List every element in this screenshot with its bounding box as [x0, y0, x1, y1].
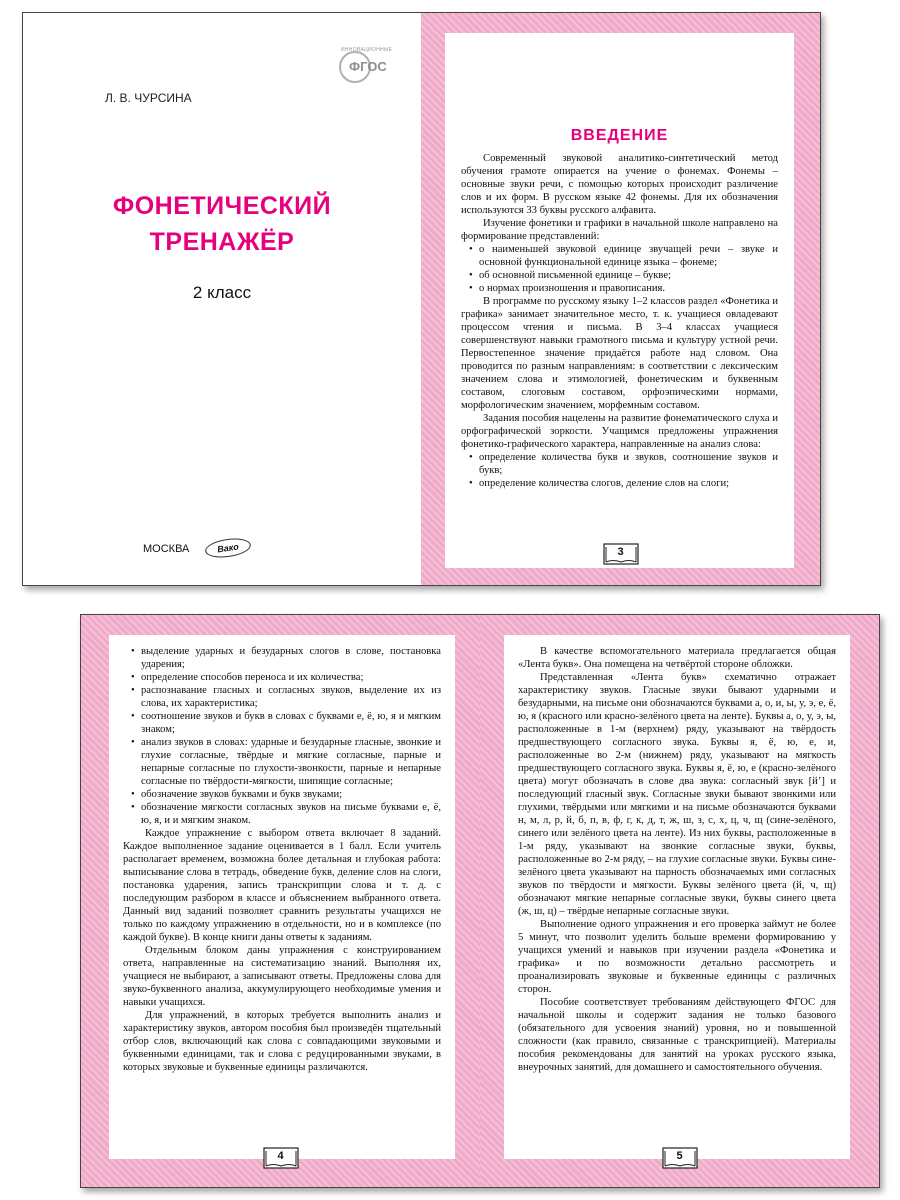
top-spread	[22, 12, 821, 586]
book-title	[23, 188, 421, 260]
page-5-paragraph: Представленная «Лента букв» схематично отражает характеристику звуков. Гласные звуки бывают ударными и безударными, на письме они обозначаются буквами а, о, и, ы, у, э, е, ё, ю, я (красного или красно-зелёного цвета на ленте). Буквы а, о, у, э, ы, расположенные в 1-м (верхнем) ряду, указывают на твёрдость предшествующего согласного звука. Буквы я, ё, ю, е, и, расположенные во 2-м (нижнем) ряду, указывают на мягкость предшествующего согласного звука. Буквы я, ё, ю, е (красно-зелёного цвета) могут обозначать в слове два звука: согласный звук [й’] и последующий гласный звук. Согласные звуки бывают звонкими или глухими, твёрдыми или мягкими и на письме обозначаются буквами н, м, л, р, й, б, п, в, ф, г, к, д, т, ж, ш, з, с, х, ц, ч, щ (сине-зелёного, синего или зелёного цвета на ленте). Из них буквы, расположенные в 1-м ряду, указывают на звонкие согласные звуки, буквы, расположенные во 2-м ряду, – на глухие согласные звуки. Буквы сине-зелёного цвета указывают на парность обозначаемых ими согласных звуков по твёрдости и мягкости. Буквы зелёного цвета (й, ч, щ) обозначают мягкие непарные согласные звуки, буквы синего цвета (ж, ш, ц) – твёрдые непарные согласные звуки.	[518, 672, 836, 917]
list-item: • о наименьшей звуковой единице звучащей речи – звуке и основной функциональной единице языка – фонеме;	[479, 243, 778, 269]
list-item: • распознавание гласных и согласных звуков, выделение их из слова, их характеристика;	[141, 684, 441, 710]
page-4	[81, 615, 480, 1187]
page-number-3	[603, 543, 639, 565]
page-5-text-box	[504, 635, 850, 1159]
page-3-paragraph: Современный звуковой аналитико-синтетический метод обучения грамоте опирается на учение о фонемах. Фонемы – основные звуки речи, с помощью которых происходит различение слов и их форм. В русском языке 42 фонемы. Для их обозначения используются 33 буквы русского алфавита.	[461, 153, 778, 216]
list-item: • определение количества слогов, деление слов на слоги;	[479, 477, 778, 490]
page-3-paragraph: В программе по русскому языку 1–2 классов раздел «Фонетика и графика» занимает значительное место, т. к. учащиеся овладевают процессом чтения и письма. В 3–4 классах учащиеся совершенствуют навыки грамотного письма и культуру устной речи. Первостепенное значение придаётся работе над словом. Она проводится по разным направлениям: в соответствии с лексическим значением слова и этимологией, фонетическим и буквенным составом, слоговым составом, орфоэпическими нормами, морфологическим значением, морфемным составом.	[461, 296, 778, 411]
page-5-paragraph: Выполнение одного упражнения и его проверка займут не более 5 минут, что позволит уделить больше времени формированию у учащихся умений и навыков при изучении раздела «Фонетика и графика» и по возможности детально рассмотреть и проанализировать звуковые и буквенные единицы с различных сторон.	[518, 919, 836, 995]
page-5-paragraph: Пособие соответствует требованиям действующего ФГОС для начальной школы и содержит задания не только базового (обязательного для усвоения знаний) уровня, но и повышенной сложности (как правило, связанные с транскрипцией). Материалы пособия рекомендованы для занятий на уроках русского языка, внеурочных занятий, для домашнего и самостоятельного обучения.	[518, 997, 836, 1073]
fgos-logo-subtext: ИННОВАЦИОННЫЕ	[341, 47, 393, 53]
page-5	[480, 615, 879, 1187]
page-4-paragraph: Отдельным блоком даны упражнения с конструированием ответа, направленные на систематизацию знаний. Выполняя их, учащиеся не выбирают, а записывают ответы. Предложены слова для звуко-буквенного анализа, аккумулирующего необходимые умения и навыки учащихся.	[123, 945, 441, 1008]
page-4-list	[123, 645, 441, 827]
author-name: Л. В. ЧУРСИНА	[105, 91, 192, 105]
page-number-3-label: 3	[617, 546, 624, 558]
publisher-logo: Вако	[204, 536, 252, 560]
list-item: • определение количества букв и звуков, соотношение звуков и букв;	[479, 451, 778, 477]
bottom-spread	[80, 614, 880, 1188]
page-4-text-box	[109, 635, 455, 1159]
page-number-4	[263, 1147, 299, 1169]
page-3-list	[461, 451, 778, 490]
page-3-text-box	[445, 33, 794, 568]
fgos-logo	[339, 47, 395, 87]
page-4-paragraph: Для упражнений, в которых требуется выполнить анализ и характеристику звуков, автором пособия был произведён тщательный отбор слов, включающий как слова с совпадающими звуковыми и буквенными единицами, так и слова с редуцированными звуками, в которых звуковые и буквенные единицы различаются.	[123, 1010, 441, 1073]
list-item: • анализ звуков в словах: ударные и безударные гласные, звонкие и глухие согласные, твёрдые и мягкие согласные, парные и непарные согласные по глухости-звонкости, парные и непарные согласные по твёрдости-мягкости, шипящие согласные;	[141, 736, 441, 788]
page-3-paragraph: Изучение фонетики и графики в начальной школе направлено на формирование представлений:	[461, 218, 778, 242]
page-3-paragraph: Задания пособия нацелены на развитие фонематического слуха и орфографической зоркости. Учащимся предложены упражнения фонетико-графического характера, направленные на анализ слова:	[461, 413, 778, 450]
list-item: • определение способов переноса и их количества;	[141, 671, 441, 684]
grade-label: 2 класс	[192, 283, 252, 302]
list-item: • выделение ударных и безударных слогов в слове, постановка ударения;	[141, 645, 441, 671]
list-item: • обозначение мягкости согласных звуков на письме буквами е, ё, ю, я, и и мягким знаком.	[141, 801, 441, 827]
page-number-5	[662, 1147, 698, 1169]
list-item: • соотношение звуков и букв в словах с буквами е, ё, ю, я и мягким знаком;	[141, 710, 441, 736]
fgos-logo-text: ФГОС	[349, 59, 387, 74]
page-5-paragraph: В качестве вспомогательного материала предлагается общая «Лента букв». Она помещена на четвёртой стороне обложки.	[518, 646, 836, 670]
list-item: • об основной письменной единице – букве;	[479, 269, 778, 282]
list-item: • о нормах произношения и правописания.	[479, 282, 778, 295]
page-4-paragraph: Каждое упражнение с выбором ответа включает 8 заданий. Каждое выполненное задание оценивается в 1 балл. Если учитель располагает временем, возможна более детальная и глубокая работа: выписывание слова в тетрадь, обведение букв, деление слов на слоги, постановка ударения, запись транскрипции слова и т. д. с последующим разбором в классе и объяснением выбранного ответа. Данный вид заданий позволяет сравнить результаты учащихся не только по каждому упражнению в отдельности, но и в комплексе (по каждой букве). В конце книги даны ответы к заданиям.	[123, 828, 441, 943]
list-item: • обозначение звуков буквами и букв звуками;	[141, 788, 441, 801]
page-3-list	[461, 243, 778, 295]
book-title-line2: ТРЕНАЖЁР	[149, 228, 295, 256]
title-page	[23, 13, 421, 585]
page-number-4-label: 4	[277, 1150, 284, 1162]
publisher-city: МОСКВА	[143, 543, 190, 555]
book-title-line1: ФОНЕТИЧЕСКИЙ	[112, 192, 332, 220]
page-number-5-label: 5	[676, 1150, 683, 1162]
page-3-heading: ВВЕДЕНИЕ	[570, 127, 669, 144]
page-3	[421, 13, 820, 585]
